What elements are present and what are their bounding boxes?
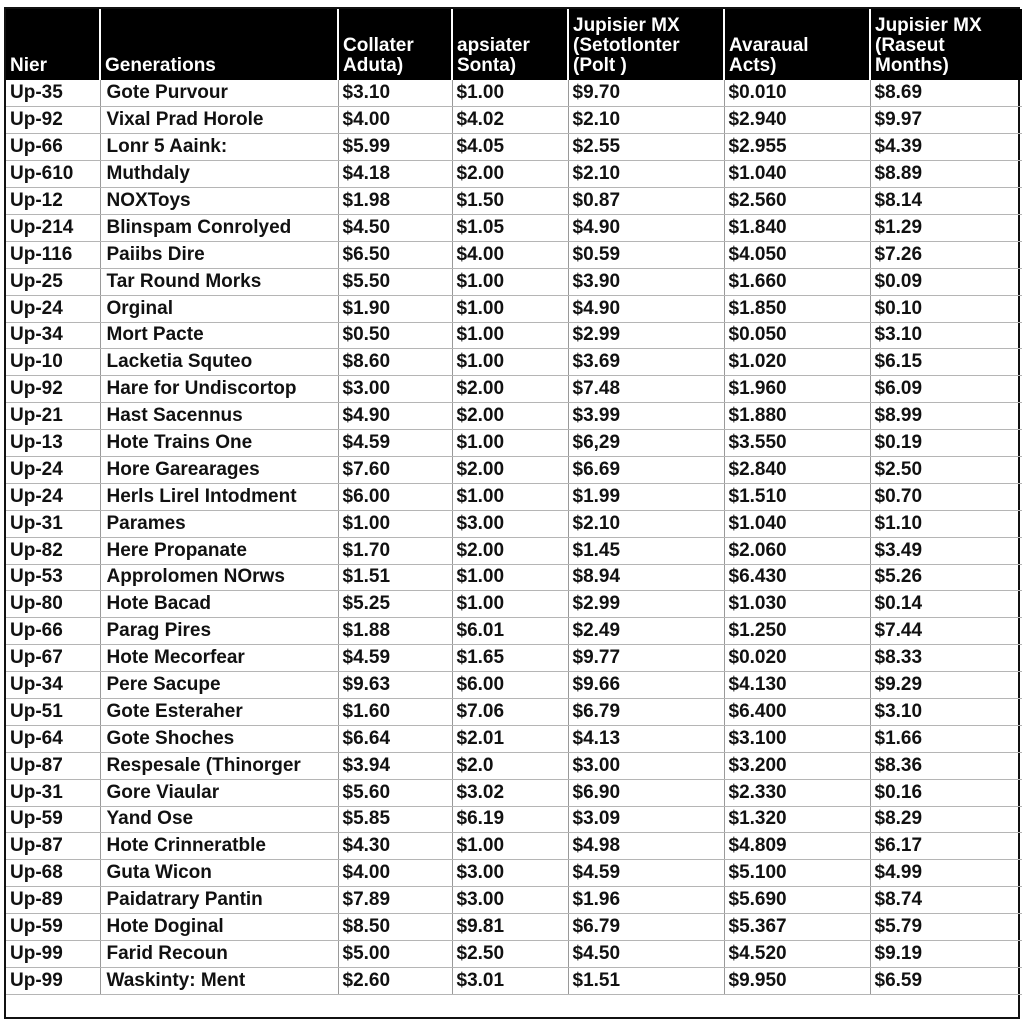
avaraual-cell: $1.250 (724, 618, 870, 645)
table-row (6, 967, 1022, 994)
apsiater-cell: $6.00 (452, 672, 568, 699)
tier-cell: Up-64 (6, 725, 100, 752)
apsiater-cell: $6.19 (452, 806, 568, 833)
column-header-tier: Nier (6, 9, 100, 80)
jupisier-months-cell: $8.69 (870, 80, 1022, 107)
avaraual-cell: $5.690 (724, 887, 870, 914)
tier-cell: Up-68 (6, 860, 100, 887)
collater-cell: $1.88 (338, 618, 452, 645)
table-row (6, 322, 1022, 349)
avaraual-cell: $1.030 (724, 591, 870, 618)
table-row (6, 537, 1022, 564)
jupisier-polt-cell: $2.10 (568, 161, 724, 188)
jupisier-polt-cell: $8.94 (568, 564, 724, 591)
collater-cell: $8.60 (338, 349, 452, 376)
jupisier-polt-cell: $9.77 (568, 645, 724, 672)
table-header (6, 9, 1022, 80)
generation-name-cell: Hote Bacad (100, 591, 338, 618)
collater-cell: $4.90 (338, 403, 452, 430)
table-row (6, 833, 1022, 860)
jupisier-months-cell: $2.50 (870, 456, 1022, 483)
apsiater-cell: $6.01 (452, 618, 568, 645)
tier-cell: Up-24 (6, 483, 100, 510)
generation-name-cell: Parames (100, 510, 338, 537)
table-row (6, 618, 1022, 645)
jupisier-polt-cell: $2.10 (568, 510, 724, 537)
apsiater-cell: $1.00 (452, 322, 568, 349)
generation-name-cell: Gote Shoches (100, 725, 338, 752)
avaraual-cell: $2.840 (724, 456, 870, 483)
apsiater-cell: $9.81 (452, 914, 568, 941)
avaraual-cell: $3.100 (724, 725, 870, 752)
generation-name-cell: Orginal (100, 295, 338, 322)
jupisier-months-cell: $3.10 (870, 698, 1022, 725)
table-body (6, 80, 1022, 994)
tier-cell: Up-66 (6, 618, 100, 645)
apsiater-cell: $3.02 (452, 779, 568, 806)
column-header-collater: Collater Aduta) (338, 9, 452, 80)
avaraual-cell: $1.040 (724, 161, 870, 188)
avaraual-cell: $6.400 (724, 698, 870, 725)
jupisier-months-cell: $3.10 (870, 322, 1022, 349)
collater-cell: $2.60 (338, 967, 452, 994)
table-row (6, 161, 1022, 188)
apsiater-cell: $4.02 (452, 107, 568, 134)
generation-name-cell: Lonr 5 Aaink: (100, 134, 338, 161)
pricing-table (6, 9, 1022, 995)
apsiater-cell: $3.01 (452, 967, 568, 994)
jupisier-polt-cell: $3.99 (568, 403, 724, 430)
tier-cell: Up-31 (6, 510, 100, 537)
jupisier-months-cell: $6.59 (870, 967, 1022, 994)
avaraual-cell: $0.010 (724, 80, 870, 107)
header-row (6, 9, 1022, 80)
jupisier-months-cell: $8.29 (870, 806, 1022, 833)
table-row (6, 860, 1022, 887)
generation-name-cell: Lacketia Squteo (100, 349, 338, 376)
jupisier-polt-cell: $3.09 (568, 806, 724, 833)
collater-cell: $9.63 (338, 672, 452, 699)
generation-name-cell: Paidatrary Pantin (100, 887, 338, 914)
apsiater-cell: $2.00 (452, 161, 568, 188)
apsiater-cell: $1.00 (452, 591, 568, 618)
generation-name-cell: Yand Ose (100, 806, 338, 833)
collater-cell: $4.50 (338, 214, 452, 241)
avaraual-cell: $4.809 (724, 833, 870, 860)
table-row (6, 483, 1022, 510)
apsiater-cell: $1.05 (452, 214, 568, 241)
tier-cell: Up-25 (6, 268, 100, 295)
table-row (6, 134, 1022, 161)
apsiater-cell: $1.50 (452, 188, 568, 215)
apsiater-cell: $4.00 (452, 241, 568, 268)
tier-cell: Up-24 (6, 456, 100, 483)
apsiater-cell: $1.00 (452, 430, 568, 457)
table-row (6, 349, 1022, 376)
generation-name-cell: Hote Trains One (100, 430, 338, 457)
apsiater-cell: $1.00 (452, 833, 568, 860)
table-row (6, 268, 1022, 295)
jupisier-polt-cell: $6.90 (568, 779, 724, 806)
jupisier-months-cell: $5.79 (870, 914, 1022, 941)
collater-cell: $4.59 (338, 645, 452, 672)
jupisier-months-cell: $6.17 (870, 833, 1022, 860)
avaraual-cell: $4.130 (724, 672, 870, 699)
jupisier-polt-cell: $6.79 (568, 698, 724, 725)
jupisier-months-cell: $1.29 (870, 214, 1022, 241)
generation-name-cell: Mort Pacte (100, 322, 338, 349)
tier-cell: Up-34 (6, 322, 100, 349)
table-row (6, 403, 1022, 430)
collater-cell: $0.50 (338, 322, 452, 349)
apsiater-cell: $1.00 (452, 295, 568, 322)
jupisier-polt-cell: $7.48 (568, 376, 724, 403)
generation-name-cell: Respesale (Thinorger (100, 752, 338, 779)
collater-cell: $1.98 (338, 188, 452, 215)
jupisier-polt-cell: $1.45 (568, 537, 724, 564)
avaraual-cell: $1.960 (724, 376, 870, 403)
jupisier-polt-cell: $9.66 (568, 672, 724, 699)
collater-cell: $3.10 (338, 80, 452, 107)
jupisier-months-cell: $9.29 (870, 672, 1022, 699)
table-row (6, 698, 1022, 725)
table-row (6, 376, 1022, 403)
table-row (6, 430, 1022, 457)
apsiater-cell: $2.00 (452, 537, 568, 564)
jupisier-months-cell: $0.70 (870, 483, 1022, 510)
generation-name-cell: Gote Purvour (100, 80, 338, 107)
jupisier-polt-cell: $1.96 (568, 887, 724, 914)
avaraual-cell: $5.367 (724, 914, 870, 941)
table-row (6, 914, 1022, 941)
tier-cell: Up-80 (6, 591, 100, 618)
tier-cell: Up-13 (6, 430, 100, 457)
collater-cell: $7.60 (338, 456, 452, 483)
generation-name-cell: Parag Pires (100, 618, 338, 645)
collater-cell: $5.00 (338, 941, 452, 968)
jupisier-polt-cell: $6.69 (568, 456, 724, 483)
apsiater-cell: $2.50 (452, 941, 568, 968)
apsiater-cell: $1.00 (452, 564, 568, 591)
tier-cell: Up-59 (6, 806, 100, 833)
generation-name-cell: Gote Esteraher (100, 698, 338, 725)
jupisier-months-cell: $8.33 (870, 645, 1022, 672)
avaraual-cell: $3.550 (724, 430, 870, 457)
tier-cell: Up-31 (6, 779, 100, 806)
jupisier-polt-cell: $2.99 (568, 591, 724, 618)
jupisier-months-cell: $8.89 (870, 161, 1022, 188)
table-row (6, 188, 1022, 215)
avaraual-cell: $2.060 (724, 537, 870, 564)
tier-cell: Up-87 (6, 833, 100, 860)
avaraual-cell: $9.950 (724, 967, 870, 994)
generation-name-cell: Muthdaly (100, 161, 338, 188)
avaraual-cell: $1.510 (724, 483, 870, 510)
tier-cell: Up-34 (6, 672, 100, 699)
avaraual-cell: $2.955 (724, 134, 870, 161)
jupisier-months-cell: $3.49 (870, 537, 1022, 564)
jupisier-polt-cell: $4.13 (568, 725, 724, 752)
jupisier-polt-cell: $6.79 (568, 914, 724, 941)
tier-cell: Up-89 (6, 887, 100, 914)
collater-cell: $5.50 (338, 268, 452, 295)
avaraual-cell: $1.320 (724, 806, 870, 833)
jupisier-months-cell: $6.15 (870, 349, 1022, 376)
generation-name-cell: Tar Round Morks (100, 268, 338, 295)
collater-cell: $4.59 (338, 430, 452, 457)
tier-cell: Up-59 (6, 914, 100, 941)
table-row (6, 806, 1022, 833)
apsiater-cell: $1.00 (452, 349, 568, 376)
avaraual-cell: $3.200 (724, 752, 870, 779)
jupisier-polt-cell: $2.99 (568, 322, 724, 349)
apsiater-cell: $2.00 (452, 456, 568, 483)
jupisier-months-cell: $5.26 (870, 564, 1022, 591)
jupisier-polt-cell: $2.10 (568, 107, 724, 134)
jupisier-months-cell: $7.44 (870, 618, 1022, 645)
generation-name-cell: Guta Wicon (100, 860, 338, 887)
jupisier-polt-cell: $6,29 (568, 430, 724, 457)
jupisier-polt-cell: $1.51 (568, 967, 724, 994)
jupisier-polt-cell: $4.90 (568, 214, 724, 241)
table-row (6, 779, 1022, 806)
generation-name-cell: Hote Doginal (100, 914, 338, 941)
table-row (6, 887, 1022, 914)
generation-name-cell: Blinspam Conrolyed (100, 214, 338, 241)
collater-cell: $4.30 (338, 833, 452, 860)
jupisier-polt-cell: $0.59 (568, 241, 724, 268)
collater-cell: $4.00 (338, 860, 452, 887)
collater-cell: $5.85 (338, 806, 452, 833)
tier-cell: Up-66 (6, 134, 100, 161)
tier-cell: Up-35 (6, 80, 100, 107)
jupisier-polt-cell: $9.70 (568, 80, 724, 107)
collater-cell: $6.00 (338, 483, 452, 510)
jupisier-months-cell: $9.19 (870, 941, 1022, 968)
table-row (6, 241, 1022, 268)
tier-cell: Up-53 (6, 564, 100, 591)
apsiater-cell: $1.00 (452, 80, 568, 107)
collater-cell: $4.00 (338, 107, 452, 134)
generation-name-cell: NOXToys (100, 188, 338, 215)
jupisier-polt-cell: $3.90 (568, 268, 724, 295)
table-row (6, 456, 1022, 483)
jupisier-polt-cell: $4.50 (568, 941, 724, 968)
jupisier-polt-cell: $1.99 (568, 483, 724, 510)
apsiater-cell: $3.00 (452, 887, 568, 914)
table-row (6, 295, 1022, 322)
table-row (6, 510, 1022, 537)
collater-cell: $1.60 (338, 698, 452, 725)
avaraual-cell: $0.050 (724, 322, 870, 349)
table-row (6, 591, 1022, 618)
avaraual-cell: $6.430 (724, 564, 870, 591)
avaraual-cell: $1.660 (724, 268, 870, 295)
apsiater-cell: $1.00 (452, 268, 568, 295)
generation-name-cell: Paiibs Dire (100, 241, 338, 268)
table-row (6, 672, 1022, 699)
collater-cell: $1.00 (338, 510, 452, 537)
collater-cell: $7.89 (338, 887, 452, 914)
jupisier-polt-cell: $4.98 (568, 833, 724, 860)
column-header-apsiater: apsiater Sonta) (452, 9, 568, 80)
column-header-generations: Generations (100, 9, 338, 80)
tier-cell: Up-99 (6, 967, 100, 994)
generation-name-cell: Pere Sacupe (100, 672, 338, 699)
jupisier-months-cell: $8.36 (870, 752, 1022, 779)
generation-name-cell: Farid Recoun (100, 941, 338, 968)
collater-cell: $3.94 (338, 752, 452, 779)
generation-name-cell: Waskinty: Ment (100, 967, 338, 994)
apsiater-cell: $2.01 (452, 725, 568, 752)
avaraual-cell: $2.940 (724, 107, 870, 134)
avaraual-cell: $1.850 (724, 295, 870, 322)
collater-cell: $8.50 (338, 914, 452, 941)
collater-cell: $6.64 (338, 725, 452, 752)
tier-cell: Up-116 (6, 241, 100, 268)
avaraual-cell: $1.020 (724, 349, 870, 376)
tier-cell: Up-610 (6, 161, 100, 188)
apsiater-cell: $2.00 (452, 376, 568, 403)
apsiater-cell: $3.00 (452, 860, 568, 887)
tier-cell: Up-51 (6, 698, 100, 725)
collater-cell: $3.00 (338, 376, 452, 403)
collater-cell: $5.60 (338, 779, 452, 806)
jupisier-months-cell: $8.14 (870, 188, 1022, 215)
table-row (6, 752, 1022, 779)
apsiater-cell: $2.00 (452, 403, 568, 430)
apsiater-cell: $4.05 (452, 134, 568, 161)
jupisier-months-cell: $1.66 (870, 725, 1022, 752)
jupisier-months-cell: $1.10 (870, 510, 1022, 537)
jupisier-polt-cell: $2.55 (568, 134, 724, 161)
avaraual-cell: $1.880 (724, 403, 870, 430)
tier-cell: Up-82 (6, 537, 100, 564)
apsiater-cell: $3.00 (452, 510, 568, 537)
avaraual-cell: $1.040 (724, 510, 870, 537)
column-header-avaraual: Avaraual Acts) (724, 9, 870, 80)
avaraual-cell: $1.840 (724, 214, 870, 241)
tier-cell: Up-99 (6, 941, 100, 968)
collater-cell: $5.25 (338, 591, 452, 618)
avaraual-cell: $4.050 (724, 241, 870, 268)
table-row (6, 725, 1022, 752)
avaraual-cell: $2.560 (724, 188, 870, 215)
tier-cell: Up-21 (6, 403, 100, 430)
avaraual-cell: $4.520 (724, 941, 870, 968)
jupisier-polt-cell: $3.00 (568, 752, 724, 779)
tier-cell: Up-10 (6, 349, 100, 376)
jupisier-polt-cell: $4.90 (568, 295, 724, 322)
jupisier-months-cell: $0.14 (870, 591, 1022, 618)
apsiater-cell: $1.65 (452, 645, 568, 672)
jupisier-months-cell: $8.99 (870, 403, 1022, 430)
collater-cell: $1.51 (338, 564, 452, 591)
jupisier-months-cell: $8.74 (870, 887, 1022, 914)
jupisier-polt-cell: $2.49 (568, 618, 724, 645)
jupisier-months-cell: $0.09 (870, 268, 1022, 295)
table-row (6, 564, 1022, 591)
apsiater-cell: $2.0 (452, 752, 568, 779)
tier-cell: Up-87 (6, 752, 100, 779)
tier-cell: Up-12 (6, 188, 100, 215)
jupisier-months-cell: $7.26 (870, 241, 1022, 268)
tier-cell: Up-92 (6, 107, 100, 134)
apsiater-cell: $1.00 (452, 483, 568, 510)
generation-name-cell: Here Propanate (100, 537, 338, 564)
avaraual-cell: $2.330 (724, 779, 870, 806)
generation-name-cell: Gore Viaular (100, 779, 338, 806)
tier-cell: Up-24 (6, 295, 100, 322)
jupisier-polt-cell: $0.87 (568, 188, 724, 215)
generation-name-cell: Hast Sacennus (100, 403, 338, 430)
generation-name-cell: Hote Mecorfear (100, 645, 338, 672)
jupisier-months-cell: $0.10 (870, 295, 1022, 322)
generation-name-cell: Hore Garearages (100, 456, 338, 483)
tier-cell: Up-67 (6, 645, 100, 672)
generation-name-cell: Approlomen NOrws (100, 564, 338, 591)
table-row (6, 214, 1022, 241)
jupisier-months-cell: $0.19 (870, 430, 1022, 457)
table-row (6, 645, 1022, 672)
jupisier-polt-cell: $3.69 (568, 349, 724, 376)
generation-name-cell: Herls Lirel Intodment (100, 483, 338, 510)
generation-name-cell: Hote Crinneratble (100, 833, 338, 860)
jupisier-months-cell: $6.09 (870, 376, 1022, 403)
pricing-table-sheet (4, 7, 1020, 1019)
collater-cell: $5.99 (338, 134, 452, 161)
column-header-jupisier-polt: Jupisier MX (Setotlonter (Polt ) (568, 9, 724, 80)
collater-cell: $1.70 (338, 537, 452, 564)
column-header-jupisier-months: Jupisier MX (Raseut Months) (870, 9, 1022, 80)
jupisier-months-cell: $4.39 (870, 134, 1022, 161)
collater-cell: $4.18 (338, 161, 452, 188)
collater-cell: $6.50 (338, 241, 452, 268)
avaraual-cell: $0.020 (724, 645, 870, 672)
jupisier-months-cell: $0.16 (870, 779, 1022, 806)
jupisier-months-cell: $9.97 (870, 107, 1022, 134)
avaraual-cell: $5.100 (724, 860, 870, 887)
jupisier-months-cell: $4.99 (870, 860, 1022, 887)
tier-cell: Up-92 (6, 376, 100, 403)
apsiater-cell: $7.06 (452, 698, 568, 725)
tier-cell: Up-214 (6, 214, 100, 241)
table-row (6, 941, 1022, 968)
table-row (6, 80, 1022, 107)
collater-cell: $1.90 (338, 295, 452, 322)
generation-name-cell: Vixal Prad Horole (100, 107, 338, 134)
generation-name-cell: Hare for Undiscortop (100, 376, 338, 403)
jupisier-polt-cell: $4.59 (568, 860, 724, 887)
table-row (6, 107, 1022, 134)
